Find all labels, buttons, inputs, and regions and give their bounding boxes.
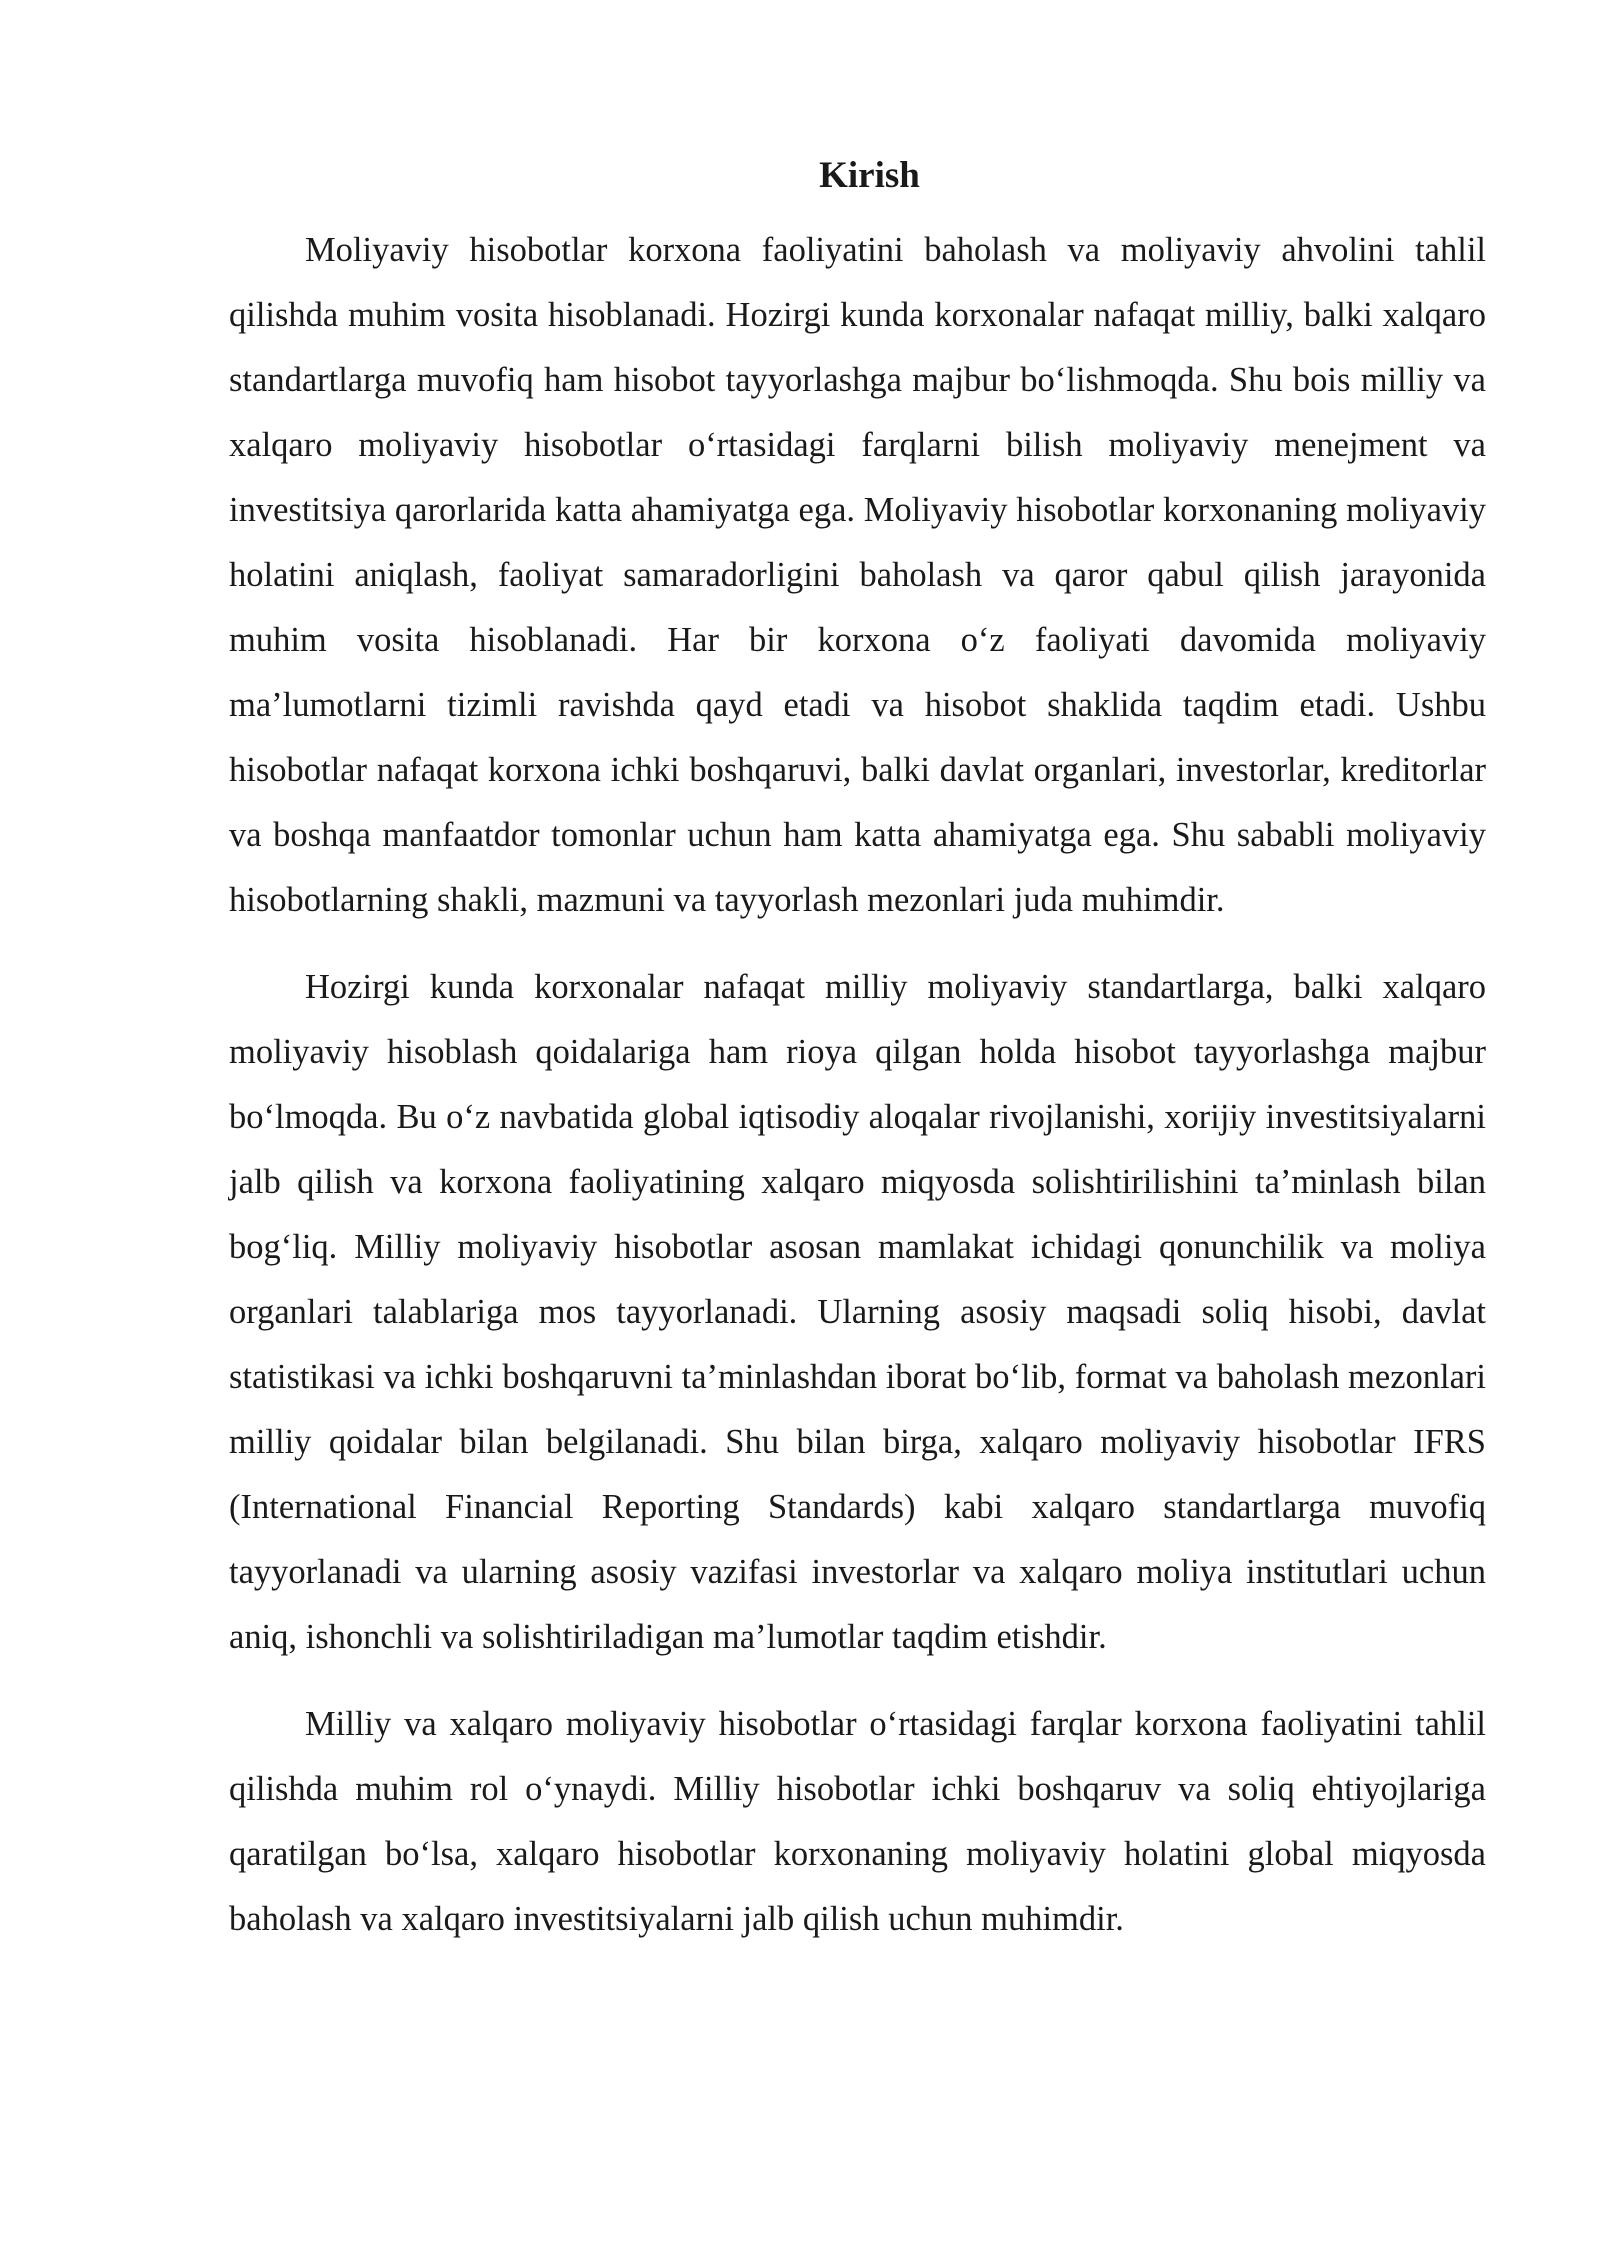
paragraph-1: Moliyaviy hisobotlar korxona faoliyatini baholash va moliyaviy ahvolini tahlil qilishda muhim vosita hisoblanadi. Hozirgi kunda korxonalar nafaqat milliy, balki xalqaro standartlarga muvofiq ham hisobot tayyorlashga majbur bo‘lishmoqda. Shu bois milliy va xalqaro moliyaviy hisobotlar o‘rtasidagi farqlarni bilish moliyaviy menejment va investitsiya qarorlarida katta ahamiyatga ega. Moliyaviy hisobotlar korxonaning moliyaviy holatini aniqlash, faoliyat samaradorligini baholash va qaror qabul qilish jarayonida muhim vosita hisoblanadi. Har bir korxona o‘z faoliyati davomida moliyaviy ma’lumotlarni tizimli ravishda qayd etadi va hisobot shaklida taqdim etadi. Ushbu hisobotlar nafaqat korxona ichki boshqaruvi, balki davlat organlari, investorlar, kreditorlar va boshqa manfaatdor tomonlar uchun ham katta ahamiyatga ega. Shu sababli moliyaviy hisobotlarning shakli, mazmuni va tayyorlash mezonlari juda muhimdir.: [229, 231, 1486, 919]
paragraph-3: Milliy va xalqaro moliyaviy hisobotlar o‘rtasidagi farqlar korxona faoliyatini tahlil qilishda muhim rol o‘ynaydi. Milliy hisobotlar ichki boshqaruv va soliq ehtiyojlariga qaratilgan bo‘lsa, xalqaro hisobotlar korxonaning moliyaviy holatini global miqyosda baholash va xalqaro investitsiyalarni jalb qilish uchun muhimdir.: [229, 1705, 1486, 1938]
document-title: Kirish: [819, 155, 920, 196]
paragraph-2: Hozirgi kunda korxonalar nafaqat milliy moliyaviy standartlarga, balki xalqaro moliyaviy hisoblash qoidalariga ham rioya qilgan holda hisobot tayyorlashga majbur bo‘lmoqda. Bu o‘z navbatida global iqtisodiy aloqalar rivojlanishi, xorijiy investitsiyalarni jalb qilish va korxona faoliyatining xalqaro miqyosda solishtirilishini ta’minlash bilan bog‘liq. Milliy moliyaviy hisobotlar asosan mamlakat ichidagi qonunchilik va moliya organlari talablariga mos tayyorlanadi. Ularning asosiy maqsadi soliq hisobi, davlat statistikasi va ichki boshqaruvni ta’minlashdan iborat bo‘lib, format va baholash mezonlari milliy qoidalar bilan belgilanadi. Shu bilan birga, xalqaro moliyaviy hisobotlar IFRS (International Financial Reporting Standards) kabi xalqaro standartlarga muvofiq tayyorlanadi va ularning asosiy vazifasi investorlar va xalqaro moliya institutlari uchun aniq, ishonchli va solishtiriladigan ma’lumotlar taqdim etishdir.: [229, 968, 1486, 1656]
document-page: [229, 148, 1486, 1974]
